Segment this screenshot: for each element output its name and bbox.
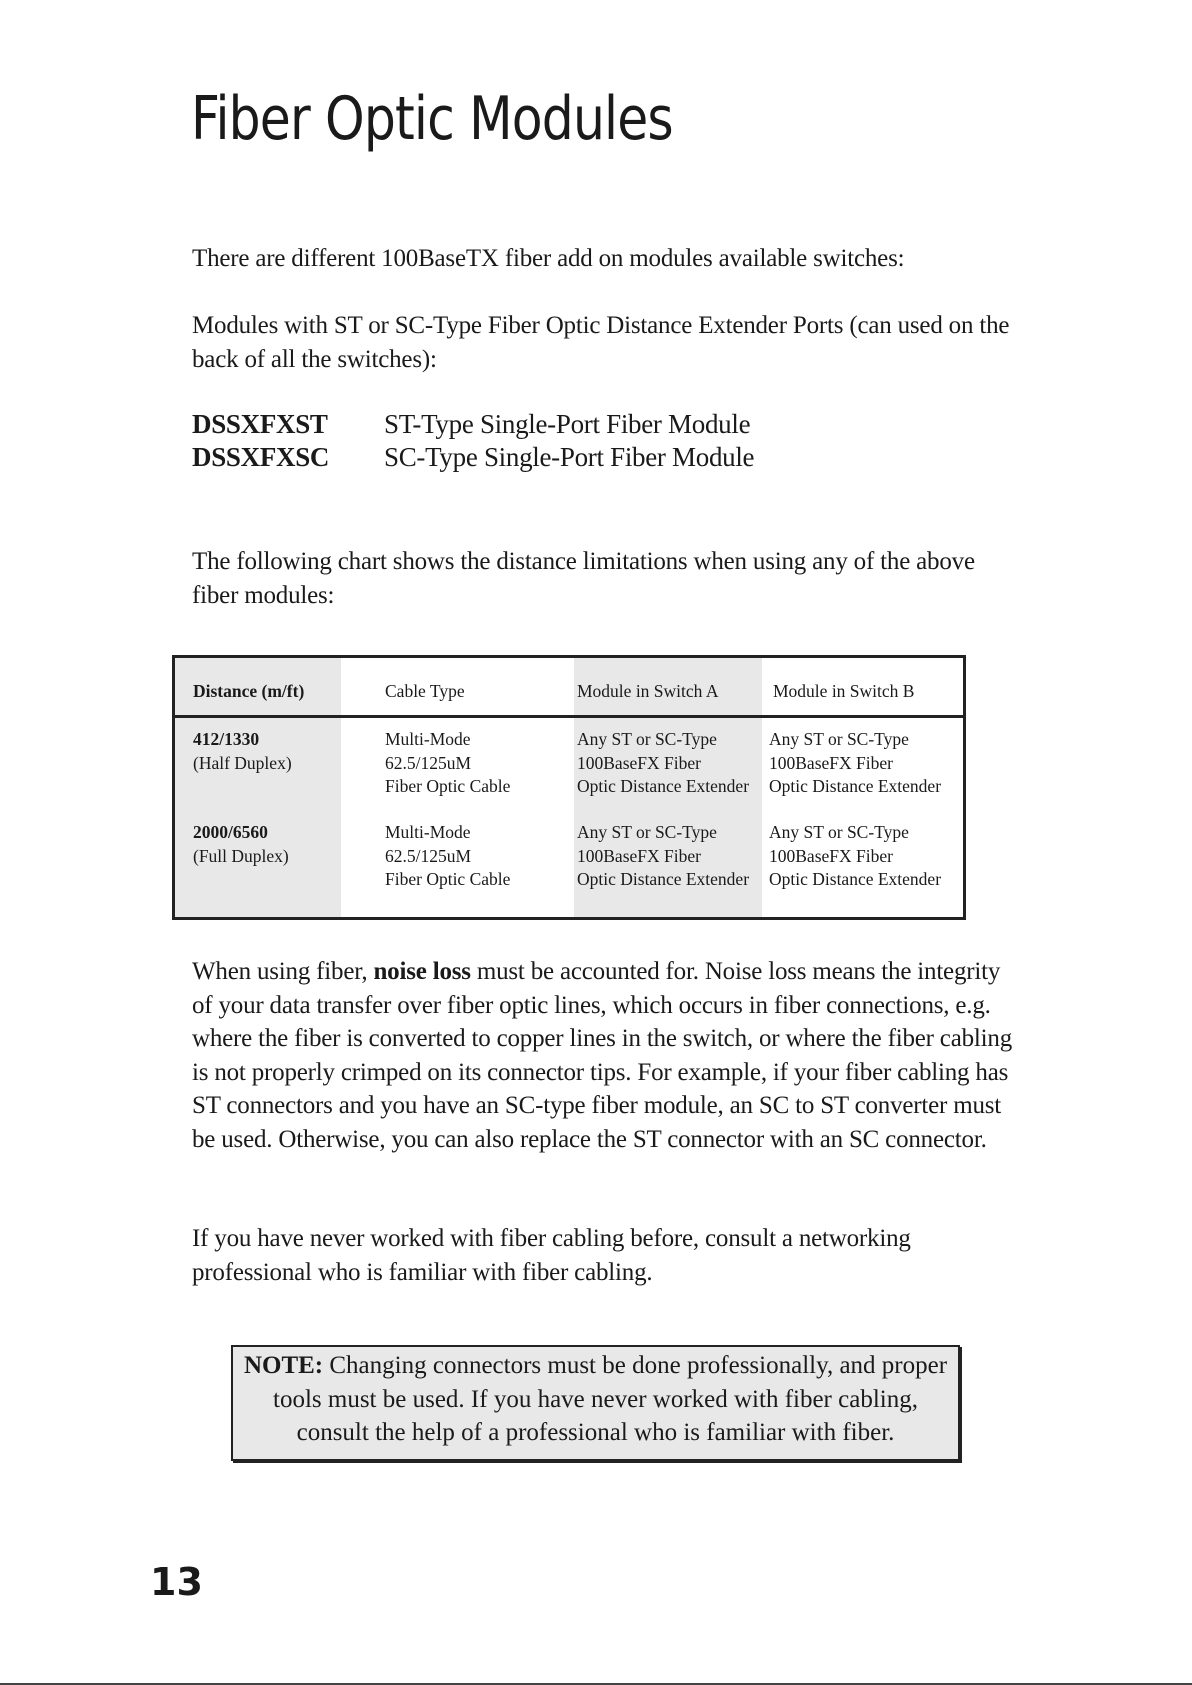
modules-intro-paragraph: Modules with ST or SC-Type Fiber Optic Distance Extender Ports (can used on the back of all the switches): [192, 312, 1010, 373]
note-label: NOTE: [243, 1352, 324, 1379]
row-2-module-b: Any ST or SC-Type 100BaseFX Fiber Optic Distance Extender [769, 822, 942, 889]
model-row [192, 441, 754, 474]
row-1-module-b: Any ST or SC-Type 100BaseFX Fiber Optic Distance Extender [769, 729, 942, 796]
row-2-cable: Multi-Mode 62.5/125uM Fiber Optic Cable [385, 822, 511, 889]
model-code: DSSXFXSC [192, 442, 330, 472]
noise-prefix: When using fiber, [192, 958, 374, 985]
header-divider [175, 715, 963, 718]
header-distance-unit: (m/ft) [261, 681, 305, 701]
page-number: 13 [150, 1560, 203, 1604]
row-2-distance: 2000/6560 (Full Duplex) [193, 822, 289, 866]
model-description: ST-Type Single-Port Fiber Module [384, 409, 751, 439]
row-1-module-a: Any ST or SC-Type 100BaseFX Fiber Optic Distance Extender [577, 729, 750, 796]
model-code: DSSXFXST [192, 409, 328, 439]
note-box [231, 1345, 960, 1461]
header-distance-label: Distance [193, 681, 258, 701]
noise-suffix: must be accounted for. Noise loss means the integrity of your data transfer over fiber optic lines, which occurs in fiber connections, e.g. where the fiber is converted to copper lines in the switch, or where the fiber cabling is not properly crimped on its connector tips. For example, if your fiber cabling has ST connectors and you have an SC-type fiber module, an SC to ST converter must be used. Otherwise, you can also replace the ST connector with an SC connector. [192, 958, 1012, 1153]
model-row [192, 408, 754, 441]
header-module-b: Module in Switch B [773, 681, 915, 701]
header-distance [193, 680, 304, 704]
page-title: Fiber Optic Modules [191, 84, 673, 154]
noise-loss-paragraph [192, 955, 1022, 1156]
noise-loss-term: noise loss [373, 958, 471, 985]
header-cable-type: Cable Type [385, 681, 465, 701]
row-1-cable: Multi-Mode 62.5/125uM Fiber Optic Cable [385, 729, 511, 796]
note-text: Changing connectors must be done professionally, and proper tools must be used. If you have never worked with fiber cabling, consult the help of a professional who is familiar with fiber. [273, 1352, 948, 1446]
row-1-distance: 412/1330 (Half Duplex) [193, 729, 292, 773]
model-description: SC-Type Single-Port Fiber Module [384, 442, 755, 472]
intro-paragraph: There are different 100BaseTX fiber add on modules available switches: [192, 245, 905, 272]
distance-table [172, 655, 966, 920]
chart-intro-paragraph: The following chart shows the distance limitations when using any of the above fiber modules: [192, 548, 975, 609]
header-module-a: Module in Switch A [577, 681, 719, 701]
consult-paragraph: If you have never worked with fiber cabling before, consult a networking professional who is familiar with fiber cabling. [192, 1225, 911, 1286]
row-2-module-a: Any ST or SC-Type 100BaseFX Fiber Optic Distance Extender [577, 822, 750, 889]
model-list [192, 408, 754, 474]
